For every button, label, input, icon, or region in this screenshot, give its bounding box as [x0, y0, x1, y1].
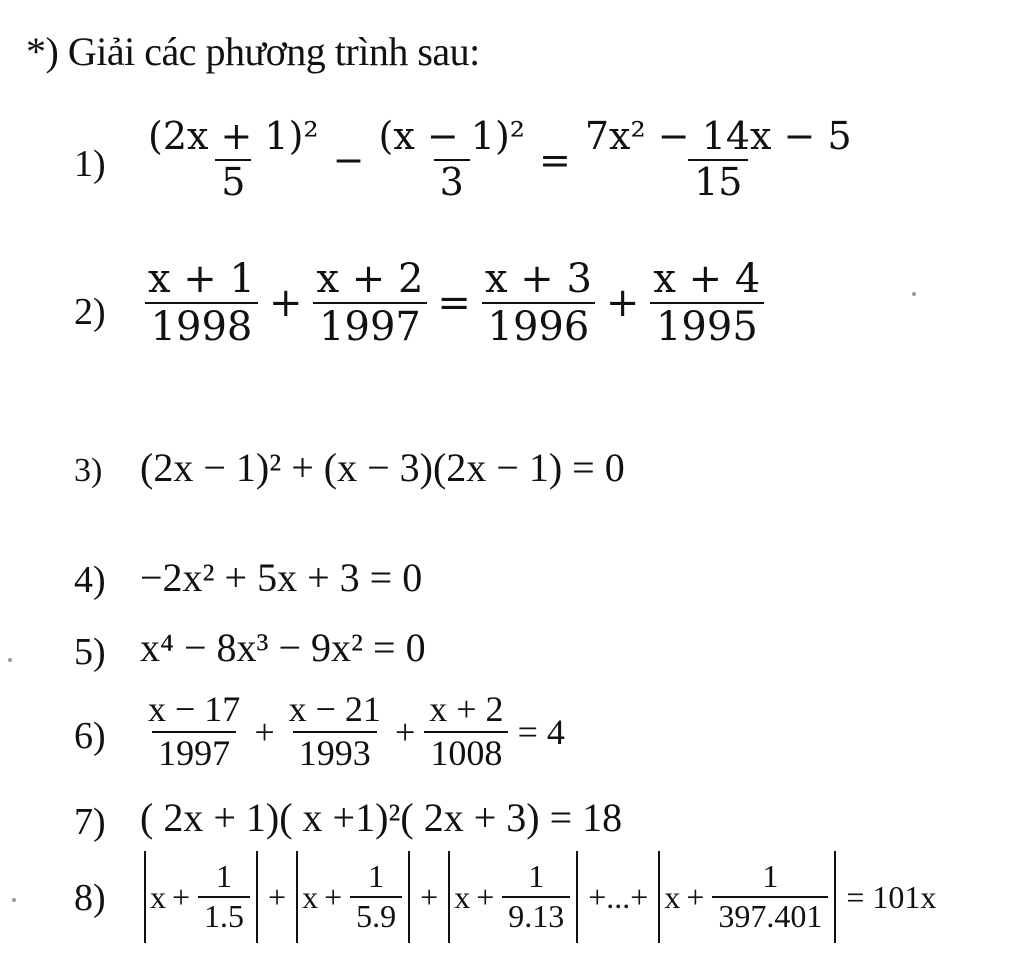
equation: [140, 680, 571, 784]
problem-number: 8): [74, 877, 106, 919]
problem-number: 1): [74, 143, 106, 185]
numerator: 1: [762, 858, 779, 895]
denominator: 5: [215, 159, 251, 203]
problem-number: 2): [74, 291, 106, 333]
absolute-value: [658, 851, 836, 943]
operator: =: [539, 138, 571, 182]
denominator: 1995: [650, 302, 764, 348]
variable-x: x: [302, 878, 319, 915]
fraction: [350, 860, 402, 933]
denominator: 1996: [482, 302, 596, 348]
fraction: [198, 860, 250, 933]
problem-number: 5): [74, 631, 106, 673]
problem-8: [0, 846, 1024, 950]
fraction: [423, 691, 509, 773]
numerator: x + 4: [653, 256, 761, 302]
operator: +: [420, 878, 439, 915]
absolute-value: [144, 851, 258, 943]
right-hand-side: = 101x: [846, 878, 937, 915]
speck: [912, 292, 916, 296]
operator: +: [476, 878, 495, 915]
ellipsis: +...+: [588, 878, 649, 915]
speck: [12, 898, 16, 902]
fraction: [712, 860, 828, 933]
numerator: x + 2: [316, 256, 424, 302]
operator: +: [605, 280, 640, 326]
operator: +: [324, 878, 343, 915]
fraction: [142, 114, 325, 204]
equation: [140, 100, 860, 220]
problem-2: [0, 238, 1024, 368]
operator: =: [437, 280, 471, 326]
denominator: 1997: [313, 302, 427, 348]
numerator: 1: [528, 858, 545, 895]
fraction: [579, 114, 858, 204]
fraction: [479, 258, 598, 348]
problem-number: 3): [74, 452, 103, 489]
problem-number: 7): [74, 801, 106, 843]
numerator: x − 21: [288, 689, 381, 730]
problem-4: [0, 550, 1024, 606]
problem-number: 6): [74, 715, 106, 757]
denominator: 5.9: [350, 896, 402, 934]
operator: −: [332, 138, 365, 182]
variable-x: x: [150, 878, 166, 915]
fraction: [502, 860, 570, 933]
equation: [140, 848, 942, 946]
fraction: [142, 258, 261, 348]
denominator: 9.13: [502, 896, 570, 934]
denominator: 3: [434, 159, 470, 203]
numerator: x + 3: [484, 256, 592, 302]
equation: (2x − 1)² + (x − 3)(2x − 1) = 0: [140, 445, 625, 490]
numerator: (x − 1)²: [378, 114, 526, 159]
denominator: 1997: [152, 731, 236, 773]
problem-6: [0, 680, 1024, 784]
absolute-value: [448, 851, 578, 943]
operator: +: [254, 712, 275, 752]
numerator: 7x² − 14x − 5: [584, 114, 852, 159]
denominator: 1993: [293, 731, 377, 773]
numerator: 1: [368, 858, 385, 895]
equation: −2x² + 5x + 3 = 0: [140, 555, 423, 600]
denominator: 1008: [424, 731, 508, 773]
heading: *) Giải các phương trình sau:: [26, 29, 480, 74]
denominator: 15: [688, 159, 748, 203]
denominator: 1.5: [198, 896, 250, 934]
right-hand-side: = 4: [517, 712, 565, 752]
fraction: [310, 258, 429, 348]
variable-x: x: [664, 878, 681, 915]
problem-7: [0, 794, 1024, 846]
operator: +: [394, 712, 416, 752]
operator: +: [686, 878, 705, 915]
operator: +: [268, 878, 287, 915]
fraction: [647, 258, 766, 348]
numerator: x + 1: [148, 256, 255, 302]
fraction: [373, 114, 532, 204]
variable-x: x: [454, 878, 471, 915]
operator: +: [172, 878, 191, 915]
problem-number: 4): [74, 559, 106, 601]
problem-3: [0, 440, 1024, 500]
numerator: x − 17: [148, 689, 241, 730]
numerator: x + 2: [429, 689, 504, 730]
problem-1: [0, 100, 1024, 220]
fraction: [283, 691, 387, 773]
absolute-value: [296, 851, 410, 943]
equation: x⁴ − 8x³ − 9x² = 0: [140, 625, 426, 670]
problem-5: [0, 620, 1024, 676]
denominator: 1998: [145, 302, 259, 348]
equation: [140, 238, 768, 368]
operator: +: [268, 280, 303, 326]
speck: [8, 658, 12, 662]
numerator: (2x + 1)²: [148, 114, 319, 159]
numerator: 1: [216, 858, 233, 895]
denominator: 397.401: [712, 896, 828, 934]
fraction: [142, 691, 246, 773]
equation: ( 2x + 1)( x +1)²( 2x + 3) = 18: [140, 795, 623, 840]
